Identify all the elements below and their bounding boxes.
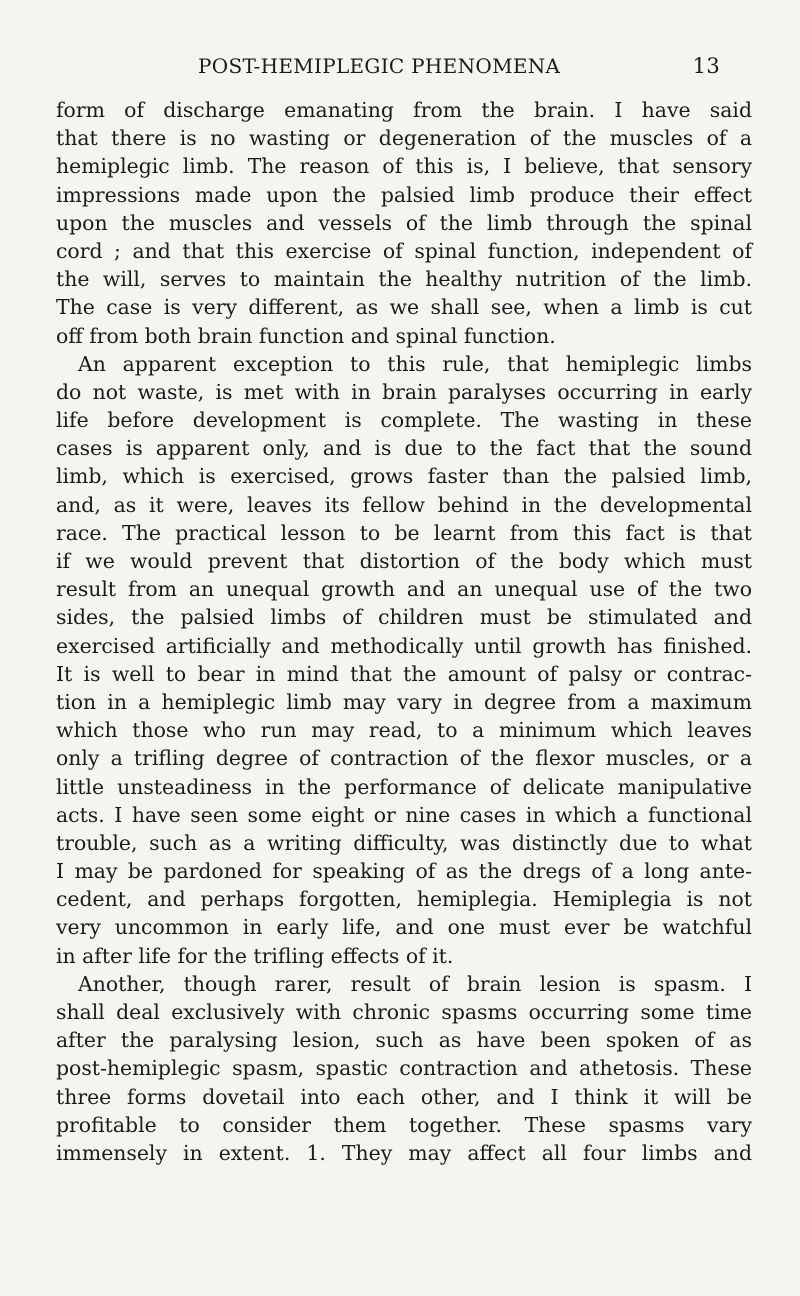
text-line: off from both brain function and spinal function. (56, 323, 556, 348)
paragraph-start-line: An apparent exception to this rule, that hemiplegic limbs (78, 351, 752, 376)
text-line: immensely in extent. 1. They may affect all four limbs and (56, 1140, 752, 1165)
text-line: do not waste, is met with in brain paralyses occurring in early (56, 379, 752, 404)
text-line: in after life for the trifling effects of it. (56, 943, 454, 968)
text-line: cases is apparent only, and is due to the fact that the sound (56, 436, 752, 461)
text-line: the will, serves to maintain the healthy nutrition of the limb. (56, 267, 752, 292)
page-number: 13 (692, 54, 720, 78)
text-line: upon the muscles and vessels of the limb through the spinal (56, 210, 752, 235)
text-line: post-hemiplegic spasm, spastic contraction and athetosis. These (56, 1056, 752, 1081)
text-line: that there is no wasting or degeneration of the muscles of a (56, 126, 752, 151)
text-line: after the paralysing lesion, such as have been spoken of as (56, 1028, 752, 1053)
text-line: The case is very different, as we shall see, when a limb is cut (56, 295, 752, 320)
text-line: shall deal exclusively with chronic spasms occurring some time (56, 1000, 752, 1024)
text-line: tion in a hemiplegic limb may vary in degree from a maximum (56, 689, 752, 714)
text-line: impressions made upon the palsied limb produce their effect (56, 182, 752, 207)
text-line: which those who run may read, to a minimum which leaves (56, 718, 752, 743)
text-line: three forms dovetail into each other, and I think it will be (56, 1084, 752, 1109)
text-line: life before development is complete. The wasting in these (56, 408, 752, 433)
text-line: very uncommon in early life, and one must ever be watchful (56, 915, 752, 940)
text-line: cord ; and that this exercise of spinal function, independent of (56, 238, 752, 263)
text-line: limb, which is exercised, grows faster than the palsied limb, (56, 464, 752, 489)
text-line: only a trifling degree of contraction of the flexor muscles, or a (56, 746, 752, 771)
body-text (56, 96, 752, 1167)
text-line: It is well to bear in mind that the amount of palsy or contrac- (56, 661, 752, 686)
paragraph-start-line: Another, though rarer, result of brain lesion is spasm. I (78, 971, 752, 996)
text-line: trouble, such as a writing difficulty, was distinctly due to what (56, 830, 752, 855)
text-line: hemiplegic limb. The reason of this is, I believe, that sensory (56, 154, 752, 179)
text-line: form of discharge emanating from the brain. I have said (56, 98, 752, 122)
text-line: exercised artificially and methodically until growth has finished. (56, 633, 752, 658)
running-head (198, 54, 720, 84)
text-line: sides, the palsied limbs of children must be stimulated and (56, 605, 752, 630)
text-line: little unsteadiness in the performance of delicate manipulative (56, 774, 752, 799)
chapter-heading: POST-HEMIPLEGIC PHENOMENA (198, 54, 561, 78)
text-line: acts. I have seen some eight or nine cases in which a functional (56, 802, 752, 827)
text-line: cedent, and perhaps forgotten, hemiplegia. Hemiplegia is not (56, 887, 752, 912)
text-line: if we would prevent that distortion of the body which must (56, 549, 752, 573)
text-line: and, as it were, leaves its fellow behind in the developmental (56, 492, 752, 517)
text-line: profitable to consider them together. These spasms vary (56, 1112, 752, 1137)
text-line: I may be pardoned for speaking of as the dregs of a long ante- (56, 859, 752, 884)
text-line: result from an unequal growth and an unequal use of the two (56, 577, 752, 602)
text-line: race. The practical lesson to be learnt from this fact is that (56, 520, 752, 545)
